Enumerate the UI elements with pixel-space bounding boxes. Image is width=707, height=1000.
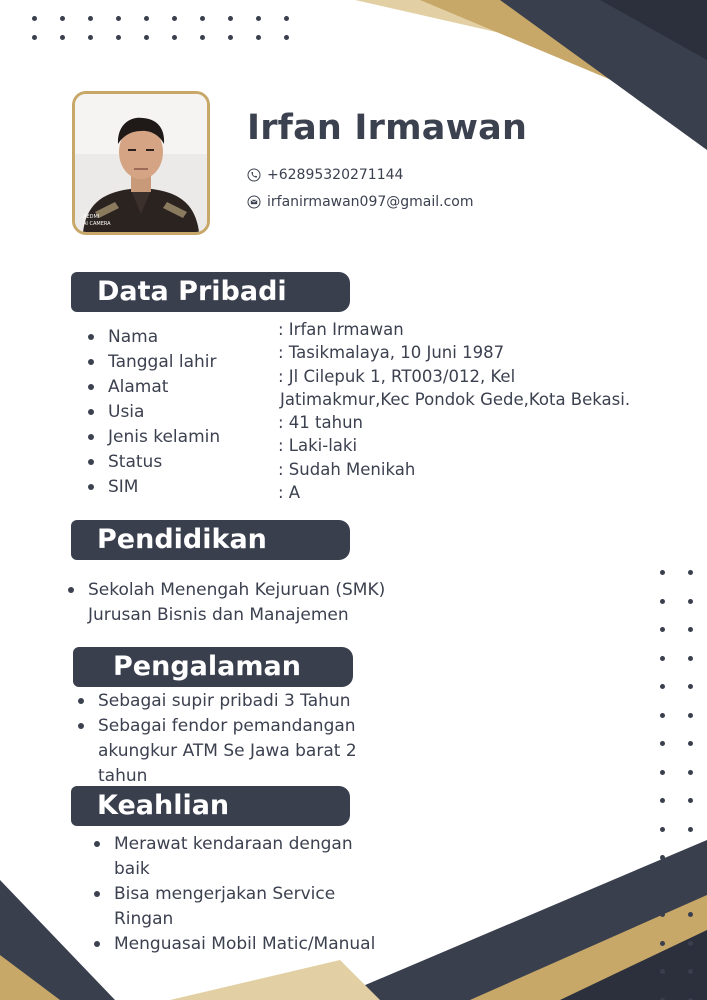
label-nama: Nama xyxy=(86,325,220,350)
section-heading-pendidikan: Pendidikan xyxy=(71,520,350,560)
skill-item1-line1: Merawat kendaraan dengan xyxy=(114,834,353,854)
education-list xyxy=(66,578,385,628)
dot-pattern-top xyxy=(32,16,322,40)
personal-data-values xyxy=(278,318,630,504)
skill-item1-line2: baik xyxy=(114,859,150,879)
skill-item2-line2: Ringan xyxy=(114,909,174,929)
email-address[interactable]: irfanirmawan097@gmail.com xyxy=(267,194,474,210)
skill-item xyxy=(92,832,375,882)
label-tanggal-lahir: Tanggal lahir xyxy=(86,350,220,375)
phone-number[interactable]: +62895320271144 xyxy=(267,167,404,183)
email-row xyxy=(247,194,474,210)
full-name: Irfan Irmawan xyxy=(247,108,528,148)
experience-item xyxy=(76,714,357,789)
skill-item2-line1: Bisa mengerjakan Service xyxy=(114,884,336,904)
skills-list xyxy=(92,832,375,957)
value-sim: : A xyxy=(278,483,301,503)
education-item xyxy=(66,578,385,628)
label-jenis-kelamin: Jenis kelamin xyxy=(86,425,220,450)
value-tanggal-lahir: : Tasikmalaya, 10 Juni 1987 xyxy=(278,343,505,363)
education-line2: Jurusan Bisnis dan Manajemen xyxy=(88,605,349,625)
label-usia: Usia xyxy=(86,400,220,425)
photo-watermark-line1: REDMI xyxy=(83,214,100,220)
value-usia: : 41 tahun xyxy=(278,413,363,433)
experience-item2-line2: akungkur ATM Se Jawa barat 2 xyxy=(98,741,357,761)
experience-item2-line1: Sebagai fendor pemandangan xyxy=(98,716,356,736)
experience-item2-line3: tahun xyxy=(98,766,148,786)
section-heading-keahlian: Keahlian xyxy=(71,786,350,826)
photo-watermark-line2: AI CAMERA xyxy=(83,221,111,227)
value-nama: : Irfan Irmawan xyxy=(278,320,404,339)
value-alamat-line1: : Jl Cilepuk 1, RT003/012, Kel xyxy=(278,366,516,386)
label-status: Status xyxy=(86,450,220,475)
value-jenis-kelamin: : Laki-laki xyxy=(278,436,358,456)
skill-item xyxy=(92,882,375,932)
phone-row xyxy=(247,167,403,183)
experience-item: Sebagai supir pribadi 3 Tahun xyxy=(76,689,357,714)
label-sim: SIM xyxy=(86,475,220,500)
email-icon xyxy=(247,195,261,209)
value-alamat-line2: Jatimakmur,Kec Pondok Gede,Kota Bekasi. xyxy=(280,389,631,409)
label-alamat: Alamat xyxy=(86,375,220,400)
section-heading-pengalaman: Pengalaman xyxy=(73,647,353,687)
dot-pattern-right xyxy=(660,570,707,1000)
section-heading-data-pribadi: Data Pribadi xyxy=(71,272,350,312)
value-status: : Sudah Menikah xyxy=(278,459,416,479)
profile-photo xyxy=(72,91,210,235)
education-line1: Sekolah Menengah Kejuruan (SMK) xyxy=(88,580,386,600)
personal-data-labels xyxy=(86,325,220,500)
experience-list xyxy=(76,689,357,789)
phone-icon xyxy=(247,168,261,182)
skill-item: Menguasai Mobil Matic/Manual xyxy=(92,932,375,957)
